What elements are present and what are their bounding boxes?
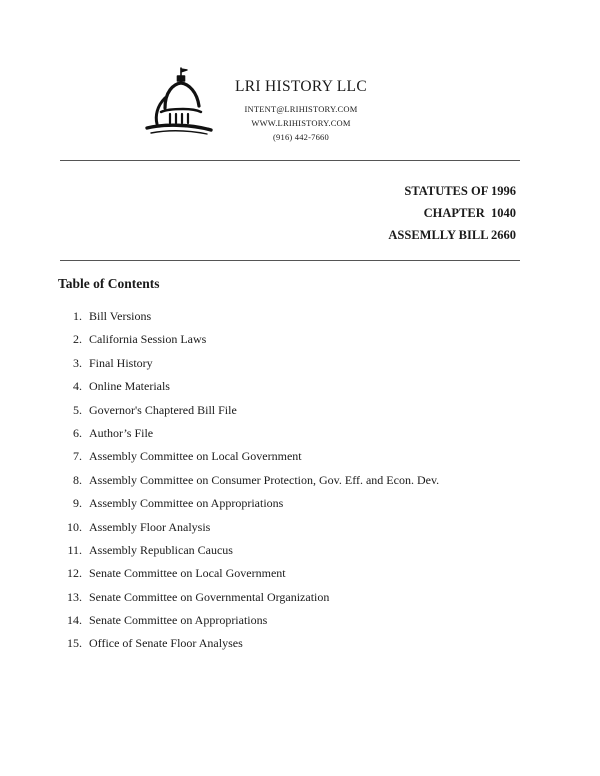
company-name: LRI HISTORY LLC xyxy=(235,78,367,95)
toc-item xyxy=(60,353,153,376)
toc-item-label: Assembly Committee on Local Government xyxy=(89,449,302,464)
toc-item-label: Senate Committee on Local Government xyxy=(89,566,286,581)
toc-item-number: 10. xyxy=(67,519,82,534)
toc-item-number: 1. xyxy=(73,309,82,323)
toc-item-label: Governor's Chaptered Bill File xyxy=(89,402,237,417)
toc-item-label: Office of Senate Floor Analyses xyxy=(89,636,243,651)
toc-item-number: 5. xyxy=(73,402,82,417)
toc-item xyxy=(60,306,152,329)
toc-item xyxy=(60,587,330,610)
toc-item-number: 2. xyxy=(73,332,82,347)
toc-item xyxy=(60,517,211,540)
toc-list xyxy=(60,306,440,657)
toc-item-number: 6. xyxy=(73,425,82,440)
statute-chapter: CHAPTER 1040 xyxy=(423,206,516,220)
toc-item-label: Final History xyxy=(89,355,153,370)
company-website: WWW.LRIHISTORY.COM xyxy=(251,118,351,128)
toc-item-label: Author’s File xyxy=(89,425,154,440)
toc-item xyxy=(60,329,207,352)
capitol-dome-logo-icon xyxy=(143,66,213,138)
statute-bill: ASSEMLLY BILL 2660 xyxy=(388,228,516,242)
company-email: INTENT@LRIHISTORY.COM xyxy=(244,104,358,114)
toc-item-number: 14. xyxy=(67,613,82,628)
toc-item-label: Senate Committee on Appropriations xyxy=(89,613,268,628)
toc-item-number: 3. xyxy=(73,355,82,370)
header-divider xyxy=(60,160,520,161)
toc-item-number: 9. xyxy=(73,496,82,511)
toc-item-number: 4. xyxy=(73,379,82,394)
toc-item xyxy=(60,540,233,563)
toc-item-number: 11. xyxy=(67,542,82,557)
toc-item-label: Assembly Floor Analysis xyxy=(89,519,211,534)
toc-item xyxy=(60,423,154,446)
statute-year: STATUTES OF 1996 xyxy=(404,184,516,198)
toc-heading: Table of Contents xyxy=(58,276,160,291)
toc-item-number: 12. xyxy=(67,566,82,581)
toc-item xyxy=(60,633,243,656)
toc-item xyxy=(60,376,170,399)
toc-item-label: Online Materials xyxy=(89,379,170,394)
toc-item-label: Assembly Committee on Appropriations xyxy=(89,496,284,511)
toc-item-label: California Session Laws xyxy=(89,332,207,347)
toc-item-label: Senate Committee on Governmental Organization xyxy=(89,589,330,604)
toc-item xyxy=(60,610,268,633)
toc-item-number: 7. xyxy=(73,449,82,464)
toc-item xyxy=(60,400,237,423)
toc-item-label: Bill Versions xyxy=(89,309,152,323)
toc-item xyxy=(60,446,302,469)
toc-item-label: Assembly Committee on Consumer Protection, Gov. Eff. and Econ. Dev. xyxy=(89,472,440,487)
toc-item-label: Assembly Republican Caucus xyxy=(89,542,233,557)
company-phone: (916) 442-7660 xyxy=(273,132,329,142)
toc-item xyxy=(60,470,440,493)
company-block xyxy=(226,78,376,144)
toc-item-number: 15. xyxy=(67,636,82,651)
toc-item xyxy=(60,493,284,516)
statute-block xyxy=(388,180,516,246)
statute-divider xyxy=(60,260,520,261)
toc-item-number: 8. xyxy=(73,472,82,487)
toc-item-number: 13. xyxy=(67,589,82,604)
toc-item xyxy=(60,563,286,586)
